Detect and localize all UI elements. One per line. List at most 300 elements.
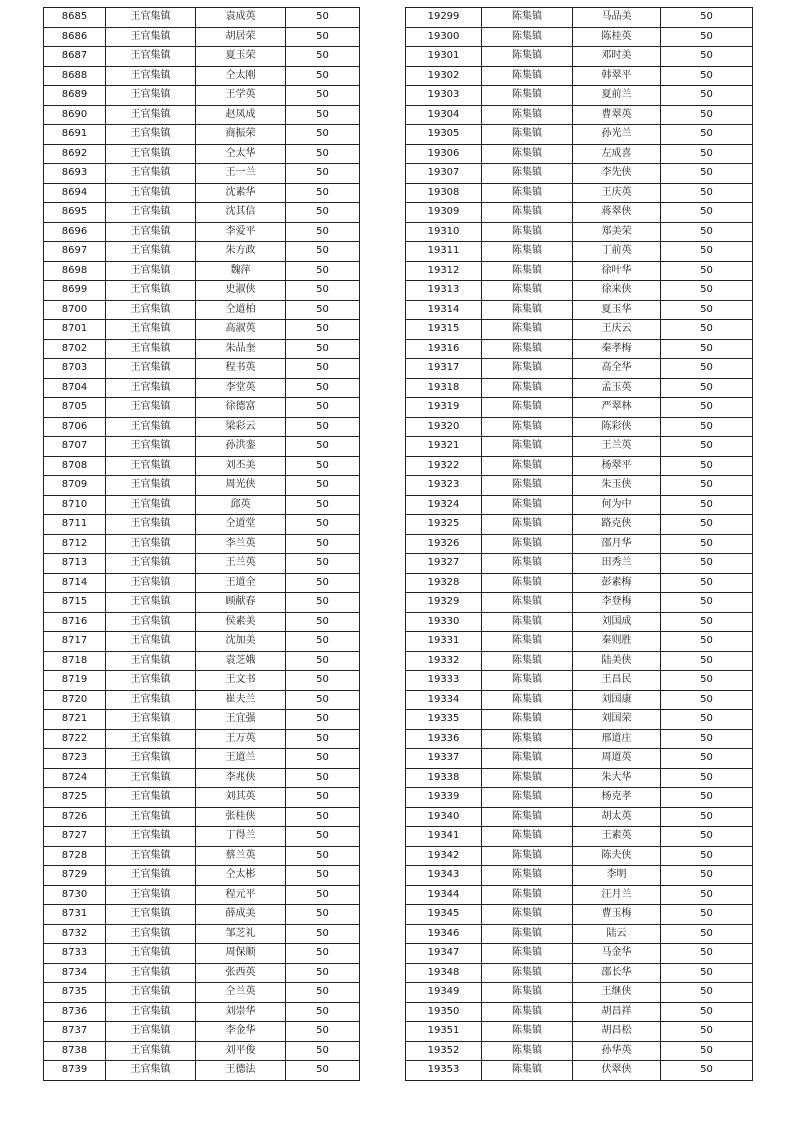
record-id-cell: 8699 [44, 281, 106, 301]
amount-cell: 50 [286, 1061, 360, 1081]
name-cell: 张西英 [196, 963, 286, 983]
town-cell: 陈集镇 [482, 437, 573, 457]
record-id-cell: 19344 [406, 885, 482, 905]
name-cell: 薛成美 [196, 905, 286, 925]
town-cell: 陈集镇 [482, 768, 573, 788]
town-cell: 陈集镇 [482, 261, 573, 281]
table-row [406, 885, 753, 905]
town-cell: 陈集镇 [482, 47, 573, 67]
town-cell: 王官集镇 [106, 905, 196, 925]
table-row [44, 86, 360, 106]
record-id-cell: 8714 [44, 573, 106, 593]
amount-cell: 50 [286, 476, 360, 496]
table-row [406, 807, 753, 827]
amount-cell: 50 [286, 710, 360, 730]
name-cell: 王学英 [196, 86, 286, 106]
name-cell: 沈加美 [196, 632, 286, 652]
town-cell: 陈集镇 [482, 27, 573, 47]
amount-cell: 50 [286, 105, 360, 125]
table-row [44, 944, 360, 964]
record-id-cell: 8686 [44, 27, 106, 47]
record-id-cell: 19307 [406, 164, 482, 184]
town-cell: 陈集镇 [482, 66, 573, 86]
name-cell: 程书英 [196, 359, 286, 379]
town-cell: 陈集镇 [482, 846, 573, 866]
town-cell: 王官集镇 [106, 807, 196, 827]
table-row [44, 183, 360, 203]
record-id-cell: 19334 [406, 690, 482, 710]
name-cell: 李堂英 [196, 378, 286, 398]
name-cell: 孙华英 [573, 1041, 661, 1061]
amount-cell: 50 [286, 768, 360, 788]
table-row [406, 437, 753, 457]
name-cell: 伏翠侠 [573, 1061, 661, 1081]
table-row [406, 768, 753, 788]
amount-cell: 50 [661, 242, 753, 262]
amount-cell: 50 [661, 86, 753, 106]
name-cell: 仝太华 [196, 144, 286, 164]
record-id-cell: 8697 [44, 242, 106, 262]
name-cell: 郑美荣 [573, 222, 661, 242]
amount-cell: 50 [286, 261, 360, 281]
amount-cell: 50 [661, 339, 753, 359]
table-row [44, 320, 360, 340]
record-id-cell: 8695 [44, 203, 106, 223]
name-cell: 胡昌松 [573, 1022, 661, 1042]
amount-cell: 50 [661, 593, 753, 613]
amount-cell: 50 [286, 320, 360, 340]
table-row [44, 476, 360, 496]
record-id-cell: 8704 [44, 378, 106, 398]
amount-cell: 50 [286, 807, 360, 827]
record-id-cell: 8711 [44, 515, 106, 535]
amount-cell: 50 [661, 710, 753, 730]
table-row [406, 281, 753, 301]
record-id-cell: 19315 [406, 320, 482, 340]
amount-cell: 50 [286, 456, 360, 476]
record-id-cell: 8701 [44, 320, 106, 340]
amount-cell: 50 [661, 768, 753, 788]
table-row [44, 203, 360, 223]
name-cell: 李明 [573, 866, 661, 886]
table-row [44, 612, 360, 632]
name-cell: 王兰英 [196, 554, 286, 574]
table-row [44, 300, 360, 320]
record-id-cell: 19343 [406, 866, 482, 886]
name-cell: 秦孝梅 [573, 339, 661, 359]
name-cell: 邹芝礼 [196, 924, 286, 944]
town-cell: 陈集镇 [482, 8, 573, 28]
table-row [406, 846, 753, 866]
table-row [406, 125, 753, 145]
town-cell: 陈集镇 [482, 281, 573, 301]
town-cell: 陈集镇 [482, 807, 573, 827]
record-id-cell: 8690 [44, 105, 106, 125]
town-cell: 陈集镇 [482, 963, 573, 983]
record-id-cell: 8709 [44, 476, 106, 496]
record-id-cell: 8693 [44, 164, 106, 184]
record-id-cell: 19328 [406, 573, 482, 593]
amount-cell: 50 [661, 125, 753, 145]
amount-cell: 50 [286, 729, 360, 749]
town-cell: 陈集镇 [482, 866, 573, 886]
table-row [406, 105, 753, 125]
table-row [406, 963, 753, 983]
amount-cell: 50 [286, 437, 360, 457]
name-cell: 蔡兰英 [196, 846, 286, 866]
name-cell: 徐德富 [196, 398, 286, 418]
amount-cell: 50 [661, 632, 753, 652]
record-id-cell: 19300 [406, 27, 482, 47]
town-cell: 王官集镇 [106, 554, 196, 574]
table-row [44, 242, 360, 262]
amount-cell: 50 [286, 612, 360, 632]
name-cell: 陆云 [573, 924, 661, 944]
town-cell: 王官集镇 [106, 944, 196, 964]
amount-cell: 50 [661, 554, 753, 574]
amount-cell: 50 [286, 183, 360, 203]
name-cell: 周保顺 [196, 944, 286, 964]
right-table [405, 7, 753, 1081]
record-id-cell: 8694 [44, 183, 106, 203]
town-cell: 王官集镇 [106, 86, 196, 106]
town-cell: 陈集镇 [482, 788, 573, 808]
record-id-cell: 19306 [406, 144, 482, 164]
table-row [406, 866, 753, 886]
record-id-cell: 19347 [406, 944, 482, 964]
amount-cell: 50 [286, 554, 360, 574]
town-cell: 王官集镇 [106, 963, 196, 983]
name-cell: 夏玉华 [573, 300, 661, 320]
town-cell: 王官集镇 [106, 300, 196, 320]
town-cell: 王官集镇 [106, 651, 196, 671]
table-row [406, 398, 753, 418]
town-cell: 陈集镇 [482, 495, 573, 515]
name-cell: 曹玉梅 [573, 905, 661, 925]
table-row [406, 710, 753, 730]
name-cell: 王昌民 [573, 671, 661, 691]
table-row [406, 944, 753, 964]
record-id-cell: 19349 [406, 983, 482, 1003]
name-cell: 陆美侠 [573, 651, 661, 671]
name-cell: 丁前英 [573, 242, 661, 262]
amount-cell: 50 [286, 788, 360, 808]
name-cell: 丁得兰 [196, 827, 286, 847]
town-cell: 王官集镇 [106, 378, 196, 398]
town-cell: 王官集镇 [106, 476, 196, 496]
amount-cell: 50 [286, 1002, 360, 1022]
table-row [44, 807, 360, 827]
name-cell: 田秀兰 [573, 554, 661, 574]
record-id-cell: 19301 [406, 47, 482, 67]
table-row [44, 144, 360, 164]
record-id-cell: 19322 [406, 456, 482, 476]
amount-cell: 50 [661, 612, 753, 632]
record-id-cell: 8737 [44, 1022, 106, 1042]
table-row [406, 593, 753, 613]
left-table [43, 7, 360, 1081]
amount-cell: 50 [661, 164, 753, 184]
amount-cell: 50 [286, 417, 360, 437]
amount-cell: 50 [661, 1002, 753, 1022]
record-id-cell: 8688 [44, 66, 106, 86]
record-id-cell: 8730 [44, 885, 106, 905]
name-cell: 朱品奎 [196, 339, 286, 359]
town-cell: 陈集镇 [482, 1002, 573, 1022]
amount-cell: 50 [286, 242, 360, 262]
table-row [44, 593, 360, 613]
amount-cell: 50 [661, 203, 753, 223]
town-cell: 陈集镇 [482, 534, 573, 554]
amount-cell: 50 [286, 534, 360, 554]
record-id-cell: 19299 [406, 8, 482, 28]
table-row [406, 1022, 753, 1042]
name-cell: 梁彩云 [196, 417, 286, 437]
record-id-cell: 8724 [44, 768, 106, 788]
table-row [44, 261, 360, 281]
table-row [44, 963, 360, 983]
amount-cell: 50 [661, 378, 753, 398]
record-id-cell: 19305 [406, 125, 482, 145]
amount-cell: 50 [286, 1022, 360, 1042]
name-cell: 周光侠 [196, 476, 286, 496]
name-cell: 仝道柏 [196, 300, 286, 320]
town-cell: 王官集镇 [106, 885, 196, 905]
record-id-cell: 19321 [406, 437, 482, 457]
record-id-cell: 8728 [44, 846, 106, 866]
table-row [406, 671, 753, 691]
record-id-cell: 8689 [44, 86, 106, 106]
town-cell: 王官集镇 [106, 203, 196, 223]
record-id-cell: 19331 [406, 632, 482, 652]
amount-cell: 50 [286, 66, 360, 86]
amount-cell: 50 [661, 8, 753, 28]
name-cell: 徐叶华 [573, 261, 661, 281]
amount-cell: 50 [286, 963, 360, 983]
amount-cell: 50 [661, 515, 753, 535]
amount-cell: 50 [661, 944, 753, 964]
name-cell: 夏前兰 [573, 86, 661, 106]
amount-cell: 50 [286, 671, 360, 691]
name-cell: 李金华 [196, 1022, 286, 1042]
record-id-cell: 8692 [44, 144, 106, 164]
amount-cell: 50 [661, 846, 753, 866]
table-row [406, 1041, 753, 1061]
record-id-cell: 8726 [44, 807, 106, 827]
table-row [406, 47, 753, 67]
name-cell: 孙光兰 [573, 125, 661, 145]
record-id-cell: 19320 [406, 417, 482, 437]
amount-cell: 50 [286, 27, 360, 47]
table-row [44, 573, 360, 593]
table-row [44, 398, 360, 418]
name-cell: 邵长华 [573, 963, 661, 983]
table-row [406, 827, 753, 847]
town-cell: 王官集镇 [106, 144, 196, 164]
table-row [44, 788, 360, 808]
record-id-cell: 8738 [44, 1041, 106, 1061]
record-id-cell: 8708 [44, 456, 106, 476]
town-cell: 陈集镇 [482, 242, 573, 262]
name-cell: 孙洪銮 [196, 437, 286, 457]
table-row [406, 534, 753, 554]
name-cell: 曹翠英 [573, 105, 661, 125]
town-cell: 陈集镇 [482, 476, 573, 496]
name-cell: 王庆英 [573, 183, 661, 203]
amount-cell: 50 [661, 47, 753, 67]
town-cell: 王官集镇 [106, 495, 196, 515]
town-cell: 陈集镇 [482, 632, 573, 652]
name-cell: 马金华 [573, 944, 661, 964]
table-row [406, 183, 753, 203]
record-id-cell: 19340 [406, 807, 482, 827]
amount-cell: 50 [661, 105, 753, 125]
amount-cell: 50 [286, 203, 360, 223]
table-row [44, 846, 360, 866]
record-id-cell: 19325 [406, 515, 482, 535]
record-id-cell: 8725 [44, 788, 106, 808]
record-id-cell: 8735 [44, 983, 106, 1003]
record-id-cell: 8720 [44, 690, 106, 710]
record-id-cell: 19327 [406, 554, 482, 574]
amount-cell: 50 [661, 359, 753, 379]
record-id-cell: 8718 [44, 651, 106, 671]
amount-cell: 50 [286, 846, 360, 866]
town-cell: 陈集镇 [482, 456, 573, 476]
amount-cell: 50 [661, 573, 753, 593]
table-row [406, 495, 753, 515]
record-id-cell: 8715 [44, 593, 106, 613]
name-cell: 张桂侠 [196, 807, 286, 827]
town-cell: 王官集镇 [106, 1022, 196, 1042]
town-cell: 陈集镇 [482, 983, 573, 1003]
amount-cell: 50 [661, 417, 753, 437]
table-row [44, 105, 360, 125]
amount-cell: 50 [661, 437, 753, 457]
table-row [406, 417, 753, 437]
town-cell: 王官集镇 [106, 671, 196, 691]
name-cell: 崔夫兰 [196, 690, 286, 710]
record-id-cell: 8716 [44, 612, 106, 632]
record-id-cell: 19313 [406, 281, 482, 301]
name-cell: 邓时美 [573, 47, 661, 67]
record-id-cell: 19303 [406, 86, 482, 106]
record-id-cell: 19350 [406, 1002, 482, 1022]
table-row [44, 125, 360, 145]
amount-cell: 50 [661, 807, 753, 827]
town-cell: 王官集镇 [106, 729, 196, 749]
amount-cell: 50 [286, 47, 360, 67]
amount-cell: 50 [286, 164, 360, 184]
table-row [406, 1061, 753, 1081]
amount-cell: 50 [661, 690, 753, 710]
town-cell: 王官集镇 [106, 437, 196, 457]
town-cell: 陈集镇 [482, 690, 573, 710]
record-id-cell: 19329 [406, 593, 482, 613]
table-row [44, 983, 360, 1003]
town-cell: 王官集镇 [106, 768, 196, 788]
town-cell: 陈集镇 [482, 183, 573, 203]
amount-cell: 50 [661, 300, 753, 320]
name-cell: 李爱平 [196, 222, 286, 242]
amount-cell: 50 [286, 144, 360, 164]
name-cell: 胡太英 [573, 807, 661, 827]
name-cell: 胡昌祥 [573, 1002, 661, 1022]
town-cell: 陈集镇 [482, 905, 573, 925]
table-row [44, 827, 360, 847]
amount-cell: 50 [286, 632, 360, 652]
name-cell: 韩翠平 [573, 66, 661, 86]
name-cell: 刘丕美 [196, 456, 286, 476]
amount-cell: 50 [286, 827, 360, 847]
town-cell: 陈集镇 [482, 300, 573, 320]
amount-cell: 50 [661, 963, 753, 983]
table-row [406, 300, 753, 320]
record-id-cell: 19336 [406, 729, 482, 749]
amount-cell: 50 [286, 300, 360, 320]
name-cell: 杨克孝 [573, 788, 661, 808]
amount-cell: 50 [661, 144, 753, 164]
town-cell: 陈集镇 [482, 924, 573, 944]
name-cell: 王道兰 [196, 749, 286, 769]
amount-cell: 50 [286, 905, 360, 925]
name-cell: 王继侠 [573, 983, 661, 1003]
town-cell: 王官集镇 [106, 1061, 196, 1081]
name-cell: 仝道堂 [196, 515, 286, 535]
record-id-cell: 19352 [406, 1041, 482, 1061]
table-row [44, 866, 360, 886]
record-id-cell: 8736 [44, 1002, 106, 1022]
town-cell: 王官集镇 [106, 749, 196, 769]
record-id-cell: 8696 [44, 222, 106, 242]
amount-cell: 50 [661, 183, 753, 203]
record-id-cell: 8700 [44, 300, 106, 320]
name-cell: 孟玉英 [573, 378, 661, 398]
table-row [44, 749, 360, 769]
name-cell: 刘崇华 [196, 1002, 286, 1022]
table-row [44, 27, 360, 47]
amount-cell: 50 [661, 320, 753, 340]
town-cell: 陈集镇 [482, 515, 573, 535]
name-cell: 秦则胜 [573, 632, 661, 652]
name-cell: 刘平俊 [196, 1041, 286, 1061]
town-cell: 陈集镇 [482, 612, 573, 632]
record-id-cell: 8727 [44, 827, 106, 847]
town-cell: 陈集镇 [482, 749, 573, 769]
table-row [44, 456, 360, 476]
table-row [406, 164, 753, 184]
town-cell: 王官集镇 [106, 359, 196, 379]
amount-cell: 50 [286, 1041, 360, 1061]
table-row [406, 86, 753, 106]
table-row [44, 281, 360, 301]
town-cell: 陈集镇 [482, 164, 573, 184]
name-cell: 李兆侠 [196, 768, 286, 788]
record-id-cell: 19311 [406, 242, 482, 262]
town-cell: 王官集镇 [106, 320, 196, 340]
record-id-cell: 19330 [406, 612, 482, 632]
record-id-cell: 19312 [406, 261, 482, 281]
name-cell: 魏萍 [196, 261, 286, 281]
town-cell: 陈集镇 [482, 1022, 573, 1042]
record-id-cell: 19338 [406, 768, 482, 788]
town-cell: 王官集镇 [106, 593, 196, 613]
table-row [44, 534, 360, 554]
amount-cell: 50 [661, 222, 753, 242]
name-cell: 仝太刚 [196, 66, 286, 86]
amount-cell: 50 [661, 866, 753, 886]
table-row [44, 1061, 360, 1081]
